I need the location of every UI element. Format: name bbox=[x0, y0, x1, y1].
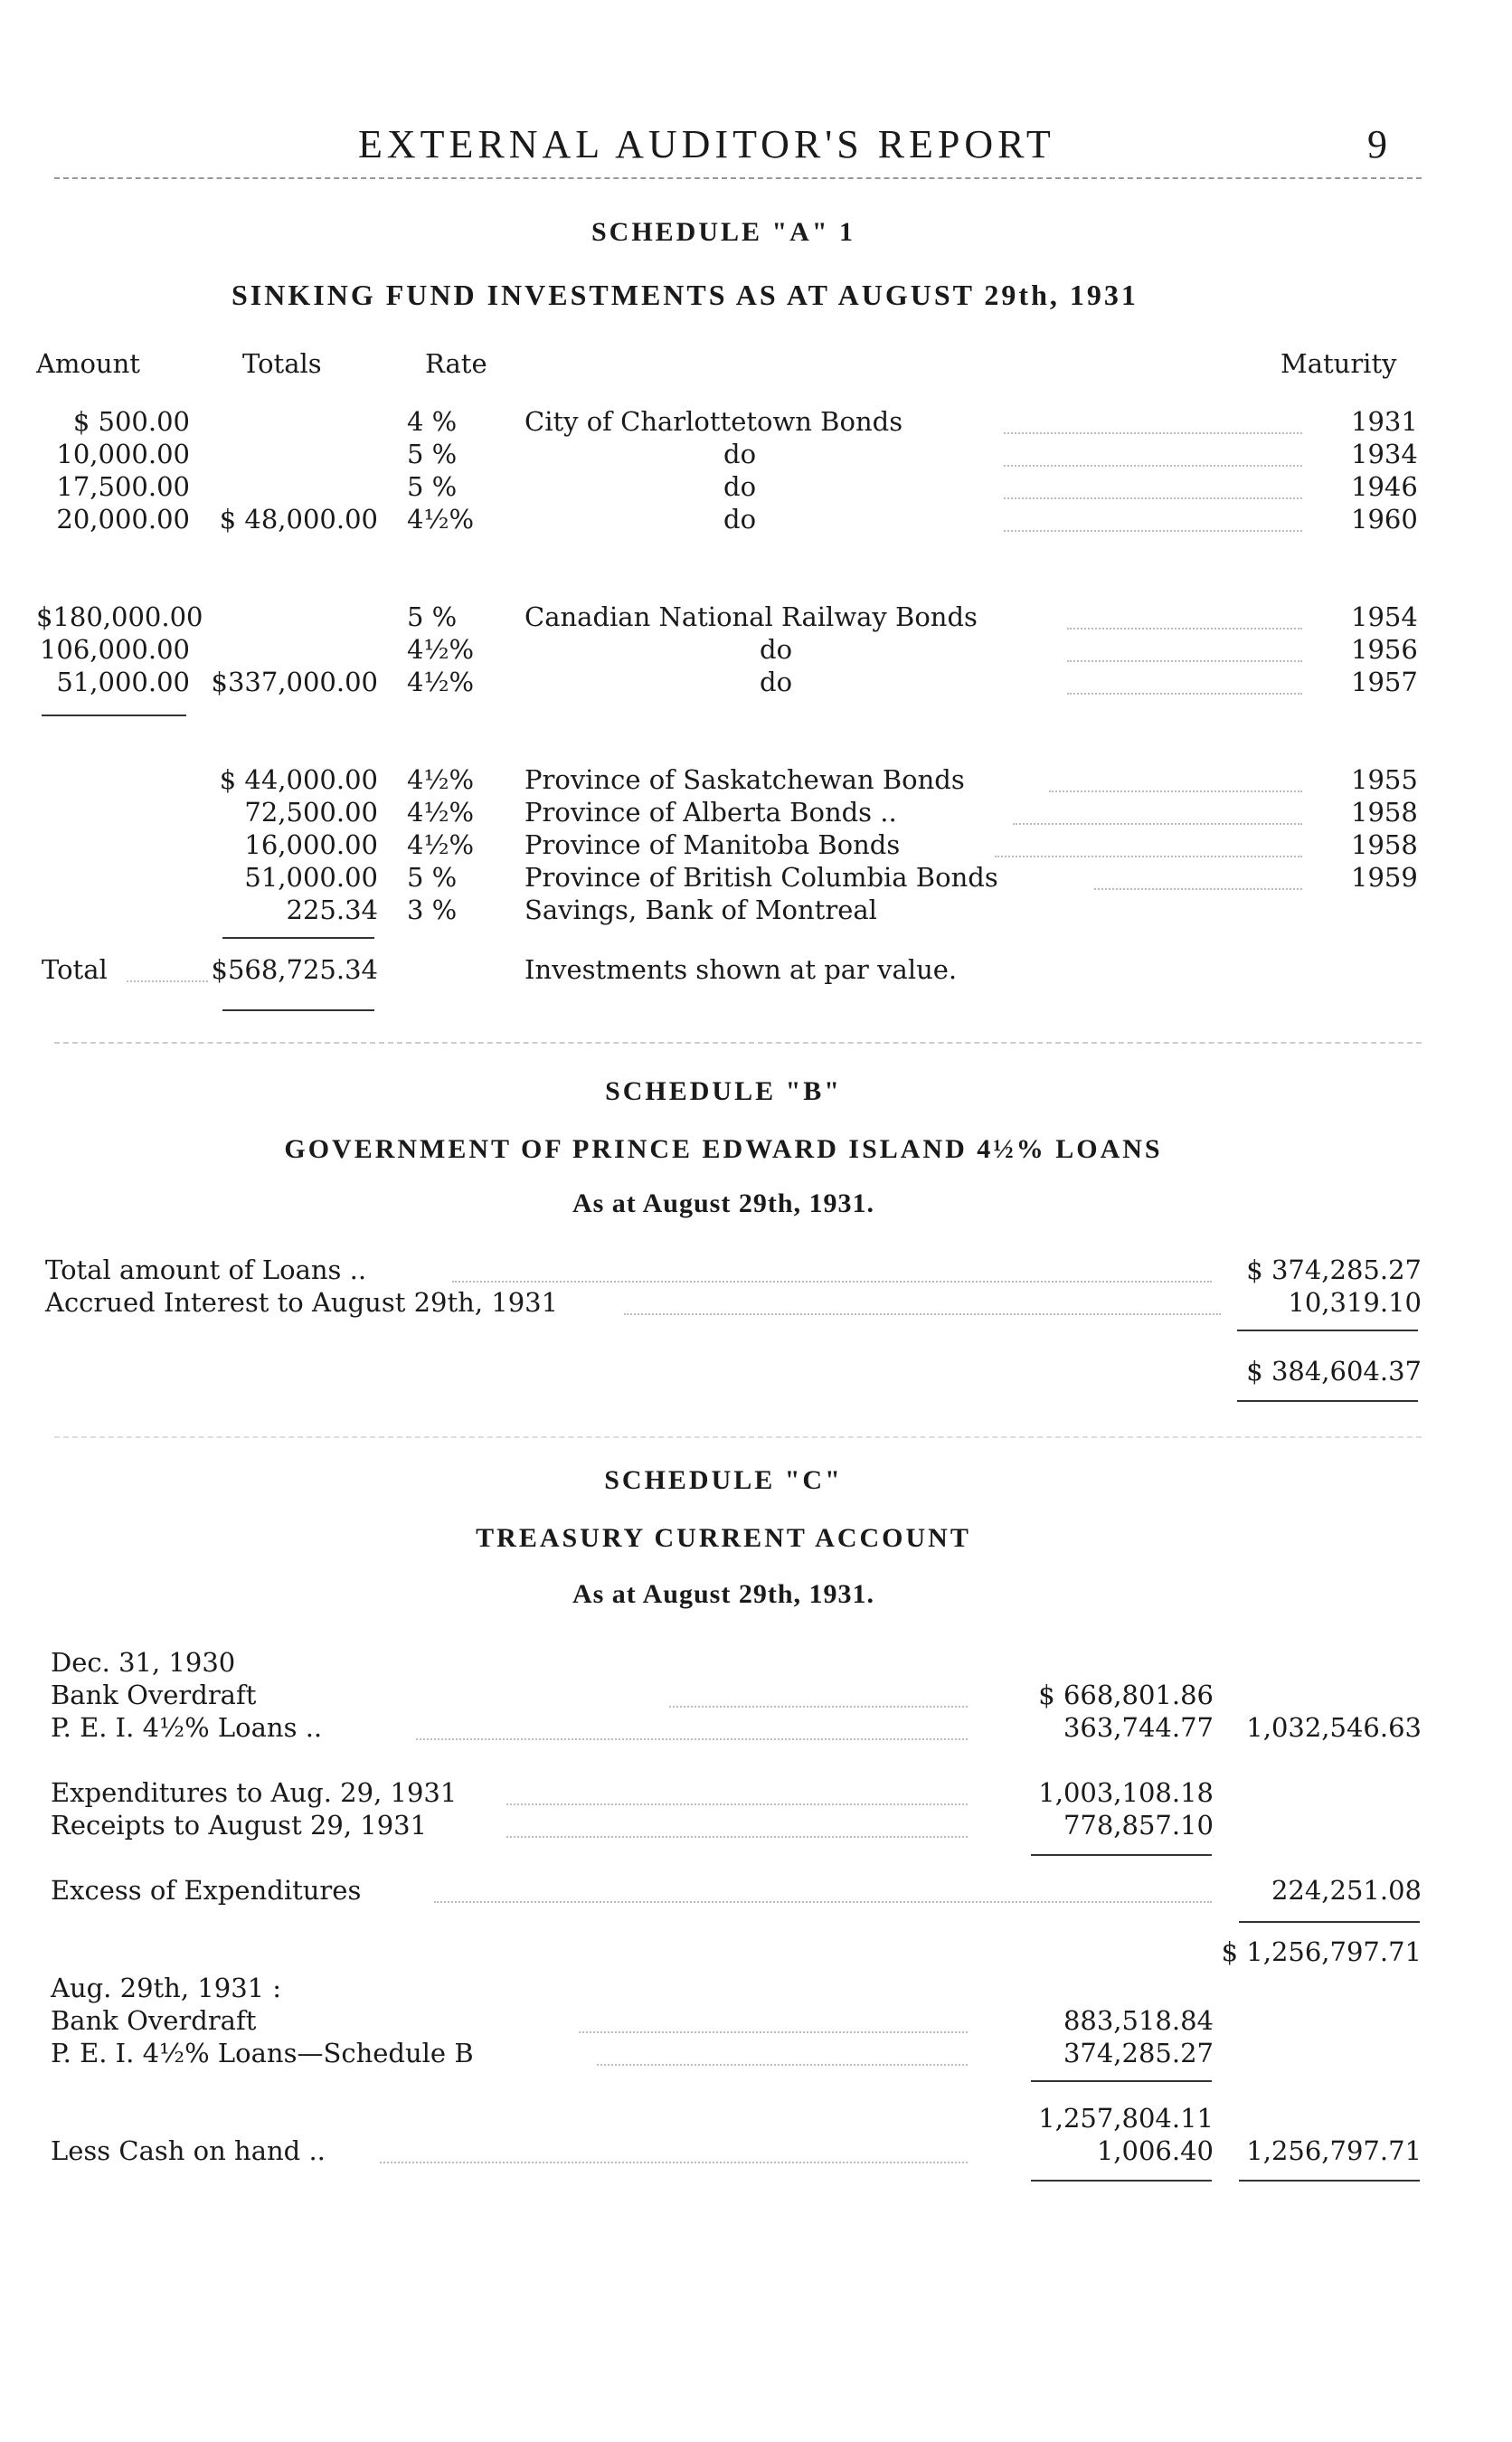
maturity-cell: 1960 bbox=[1351, 504, 1418, 535]
description-cell: do bbox=[723, 439, 757, 469]
schedule-b-title: GOVERNMENT OF PRINCE EDWARD ISLAND 4½% LOANS bbox=[284, 1134, 1163, 1164]
rate-cell: 5 % bbox=[407, 862, 458, 893]
total-label: Total bbox=[42, 954, 108, 985]
maturity-cell: 1959 bbox=[1351, 862, 1418, 893]
pei-loans2-rule bbox=[1031, 2080, 1212, 2082]
receipts-rule bbox=[1031, 1854, 1212, 1856]
amount-cell: 51,000.00 bbox=[56, 667, 190, 697]
excess-rule bbox=[1239, 1921, 1420, 1923]
rate-cell: 4½% bbox=[407, 504, 475, 535]
rate-cell: 4½% bbox=[407, 667, 475, 697]
maturity-cell: 1957 bbox=[1351, 667, 1418, 697]
description-cell: Canadian National Railway Bonds bbox=[524, 601, 978, 632]
leader-dots bbox=[452, 1281, 1212, 1283]
excess-value: 224,251.08 bbox=[1271, 1875, 1422, 1906]
aug-date-label: Aug. 29th, 1931 : bbox=[51, 1973, 282, 2003]
section-divider bbox=[54, 1042, 1422, 1044]
receipts-label: Receipts to August 29, 1931 bbox=[51, 1810, 428, 1841]
rate-cell: 4½% bbox=[407, 634, 475, 665]
expenditures-value: 1,003,108.18 bbox=[1038, 1777, 1214, 1808]
description-cell: do bbox=[723, 471, 757, 502]
leader-dots bbox=[1067, 660, 1302, 662]
schedule-c-date: As at August 29th, 1931. bbox=[572, 1579, 875, 1609]
rate-cell: 4 % bbox=[407, 406, 458, 437]
leader-dots bbox=[995, 856, 1302, 857]
description-cell: do bbox=[723, 504, 757, 535]
leader-dots bbox=[127, 980, 208, 982]
schedule-b-sum-rule bbox=[1237, 1330, 1418, 1331]
grand-total-value: $568,725.34 bbox=[211, 954, 378, 985]
dec-date-label: Dec. 31, 1930 bbox=[51, 1647, 236, 1678]
maturity-cell: 1958 bbox=[1351, 797, 1418, 828]
opening-sum-value: 1,032,546.63 bbox=[1246, 1712, 1422, 1743]
bank-overdraft2-label: Bank Overdraft bbox=[51, 2005, 257, 2036]
total-cell: $337,000.00 bbox=[211, 667, 378, 697]
excess-label: Excess of Expenditures bbox=[51, 1875, 362, 1906]
col-rate: Rate bbox=[425, 348, 487, 379]
leader-dots bbox=[506, 1803, 968, 1805]
leader-dots bbox=[1049, 790, 1302, 792]
bank-overdraft2-value: 883,518.84 bbox=[1063, 2005, 1214, 2036]
maturity-cell: 1955 bbox=[1351, 764, 1418, 795]
maturity-cell: 1934 bbox=[1351, 439, 1418, 469]
rate-cell: 5 % bbox=[407, 471, 458, 502]
expenditures-label: Expenditures to Aug. 29, 1931 bbox=[51, 1777, 458, 1808]
schedule-b-date: As at August 29th, 1931. bbox=[572, 1188, 875, 1218]
total-cell: 51,000.00 bbox=[244, 862, 378, 893]
schedule-a-label: SCHEDULE "A" 1 bbox=[591, 217, 856, 247]
total-cell: 16,000.00 bbox=[244, 829, 378, 860]
leader-dots bbox=[1004, 465, 1302, 467]
col-maturity: Maturity bbox=[1280, 348, 1397, 379]
subtotal-value: 1,257,804.11 bbox=[1038, 2103, 1214, 2134]
leader-dots bbox=[669, 1706, 968, 1708]
grand-total: $ 1,256,797.71 bbox=[1221, 1936, 1422, 1967]
schedule-a-title: SINKING FUND INVESTMENTS AS AT AUGUST 29th, 1931 bbox=[232, 279, 1139, 311]
less-cash-value: 1,006.40 bbox=[1096, 2135, 1214, 2166]
leader-dots bbox=[1067, 628, 1302, 629]
description-cell: do bbox=[760, 667, 793, 697]
leader-dots bbox=[1004, 530, 1302, 532]
pei-loans-label: P. E. I. 4½% Loans .. bbox=[51, 1712, 323, 1743]
description-cell: Province of British Columbia Bonds bbox=[524, 862, 998, 893]
rate-cell: 4½% bbox=[407, 797, 475, 828]
leader-dots bbox=[380, 2162, 968, 2163]
loans-total-label: Total amount of Loans .. bbox=[45, 1254, 367, 1285]
pei-loans-value: 363,744.77 bbox=[1063, 1712, 1214, 1743]
col-amount: Amount bbox=[36, 348, 140, 379]
accrued-interest-label: Accrued Interest to August 29th, 1931 bbox=[45, 1287, 559, 1318]
leader-dots bbox=[506, 1836, 968, 1838]
amount-cell: 10,000.00 bbox=[56, 439, 190, 469]
description-cell: do bbox=[760, 634, 793, 665]
rate-cell: 4½% bbox=[407, 829, 475, 860]
page-header-title: EXTERNAL AUDITOR'S REPORT bbox=[358, 122, 1055, 166]
header-rule bbox=[54, 177, 1422, 179]
less-cash-rule bbox=[1031, 2180, 1212, 2182]
bank-overdraft-value: $ 668,801.86 bbox=[1038, 1680, 1214, 1710]
leader-dots bbox=[579, 2031, 968, 2033]
pei-loans2-value: 374,285.27 bbox=[1063, 2038, 1214, 2068]
total-cell: 225.34 bbox=[286, 894, 378, 925]
rate-cell: 5 % bbox=[407, 601, 458, 632]
leader-dots bbox=[1094, 888, 1302, 890]
amount-cell: 20,000.00 bbox=[56, 504, 190, 535]
less-cash-label: Less Cash on hand .. bbox=[51, 2135, 326, 2166]
receipts-value: 778,857.10 bbox=[1063, 1810, 1214, 1841]
leader-dots bbox=[416, 1738, 968, 1740]
description-cell: Province of Alberta Bonds .. bbox=[524, 797, 897, 828]
schedule-c-title: TREASURY CURRENT ACCOUNT bbox=[476, 1523, 971, 1553]
maturity-cell: 1931 bbox=[1351, 406, 1418, 437]
leader-dots bbox=[1004, 497, 1302, 499]
bank-overdraft-label: Bank Overdraft bbox=[51, 1680, 257, 1710]
totals-rule bbox=[222, 937, 374, 939]
maturity-cell: 1946 bbox=[1351, 471, 1418, 502]
accrued-interest-value: 10,319.10 bbox=[1288, 1287, 1422, 1318]
rate-cell: 4½% bbox=[407, 764, 475, 795]
final-rule bbox=[1239, 2180, 1420, 2182]
final-value: 1,256,797.71 bbox=[1246, 2135, 1422, 2166]
total-cell: $ 48,000.00 bbox=[219, 504, 378, 535]
maturity-cell: 1954 bbox=[1351, 601, 1418, 632]
schedule-b-total-rule bbox=[1237, 1400, 1418, 1402]
description-cell: Province of Saskatchewan Bonds bbox=[524, 764, 965, 795]
description-cell: Savings, Bank of Montreal bbox=[524, 894, 877, 925]
amount-cell: $ 500.00 bbox=[72, 406, 190, 437]
amount-cell: 17,500.00 bbox=[56, 471, 190, 502]
rate-cell: 5 % bbox=[407, 439, 458, 469]
total-cell: $ 44,000.00 bbox=[219, 764, 378, 795]
col-totals: Totals bbox=[242, 348, 322, 379]
leader-dots bbox=[624, 1313, 1221, 1315]
page-number: 9 bbox=[1367, 122, 1392, 166]
leader-dots bbox=[1067, 693, 1302, 695]
leader-dots bbox=[597, 2064, 968, 2066]
schedule-c-label: SCHEDULE "C" bbox=[604, 1465, 843, 1495]
description-cell: City of Charlottetown Bonds bbox=[524, 406, 903, 437]
maturity-cell: 1956 bbox=[1351, 634, 1418, 665]
loans-total-value: $ 374,285.27 bbox=[1246, 1254, 1422, 1285]
section-divider bbox=[54, 1436, 1422, 1438]
amount-subtotal-rule bbox=[42, 715, 186, 716]
amount-cell: $180,000.00 bbox=[36, 601, 203, 632]
par-value-note: Investments shown at par value. bbox=[524, 954, 958, 985]
description-cell: Province of Manitoba Bonds bbox=[524, 829, 901, 860]
total-cell: 72,500.00 bbox=[244, 797, 378, 828]
pei-loans2-label: P. E. I. 4½% Loans—Schedule B bbox=[51, 2038, 474, 2068]
schedule-b-total: $ 384,604.37 bbox=[1246, 1356, 1422, 1387]
amount-cell: 106,000.00 bbox=[39, 634, 190, 665]
grand-total-rule bbox=[222, 1009, 374, 1011]
leader-dots bbox=[434, 1901, 1212, 1903]
maturity-cell: 1958 bbox=[1351, 829, 1418, 860]
leader-dots bbox=[1004, 432, 1302, 434]
schedule-b-label: SCHEDULE "B" bbox=[605, 1076, 842, 1106]
leader-dots bbox=[1013, 823, 1302, 825]
rate-cell: 3 % bbox=[407, 894, 458, 925]
